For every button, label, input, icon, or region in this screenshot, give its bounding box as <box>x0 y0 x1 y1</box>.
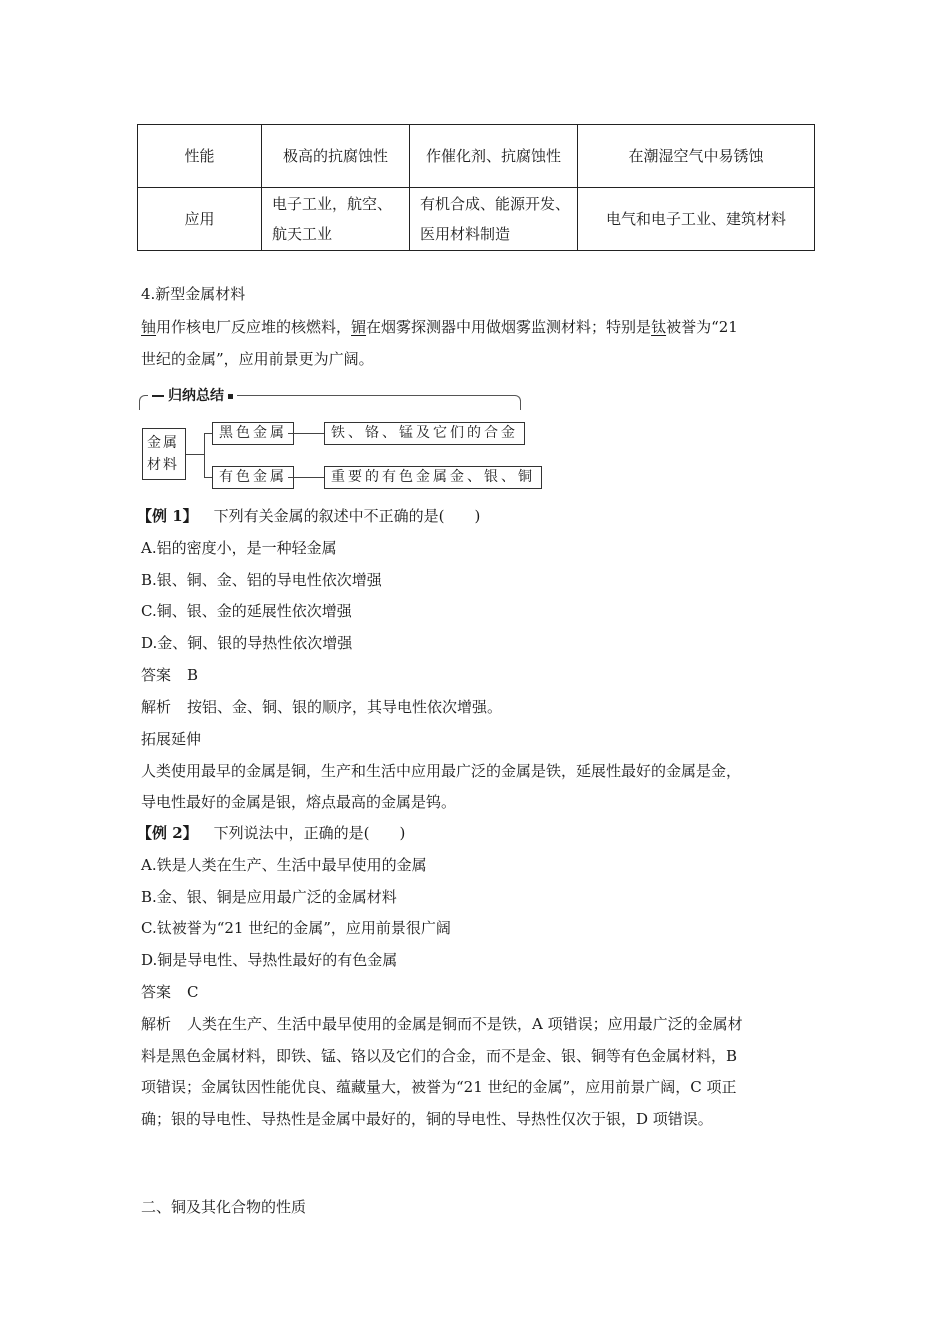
text-span: 在烟雾探测器中用做烟雾监测材料；特别是 <box>366 318 652 336</box>
diagram-branch-box: 有色金属 <box>212 466 294 489</box>
connector <box>204 477 212 478</box>
diagram-root-box: 金属材料 <box>142 428 186 480</box>
analysis-text: 人类在生产、生活中最早使用的金属是铜而不是铁，A 项错误；应用最广泛的金属材 <box>187 1015 743 1033</box>
answer-value: B <box>187 666 199 684</box>
diagram-leaf-box: 重要的有色金属金、银、铜 <box>324 466 542 489</box>
row-label: 应用 <box>138 188 262 251</box>
table-cell: 在潮湿空气中易锈蚀 <box>578 125 815 188</box>
connector <box>288 433 324 434</box>
connector <box>204 433 205 477</box>
answer-label: 答案 <box>141 666 172 684</box>
analysis-label: 解析 <box>141 698 172 716</box>
table-cell: 作催化剂、抗腐蚀性 <box>410 125 578 188</box>
connector <box>288 477 324 478</box>
table-cell: 电气和电子工业、建筑材料 <box>578 188 815 251</box>
text-span: 被誉为“21 <box>666 318 738 336</box>
text-span: 用作核电厂反应堆的核燃料， <box>156 318 352 336</box>
table-cell: 极高的抗腐蚀性 <box>262 125 410 188</box>
analysis <box>141 1014 743 1034</box>
analysis <box>141 697 502 717</box>
row-label: 性能 <box>138 125 262 188</box>
table-cell: 有机合成、能源开发、医用材料制造 <box>410 188 578 251</box>
paragraph-line: 世纪的金属”，应用前景更为广阔。 <box>141 350 374 368</box>
option: C.铜、银、金的延展性依次增强 <box>141 602 352 620</box>
paragraph <box>141 317 738 337</box>
analysis-line: 确；银的导电性、导热性是金属中最好的，铜的导电性、导热性仅次于银，D 项错误。 <box>141 1110 713 1128</box>
table-cell: 电子工业，航空、航天工业 <box>262 188 410 251</box>
answer <box>141 665 198 685</box>
question-text: 下列有关金属的叙述中不正确的是( ) <box>213 507 481 525</box>
table-row <box>138 125 815 188</box>
connector <box>204 433 212 434</box>
example-tag: 【例 2】 <box>137 824 198 842</box>
analysis-line: 料是黑色金属材料，即铁、锰、铬以及它们的合金，而不是金、银、铜等有色金属材料，B <box>141 1047 738 1065</box>
paragraph-line: 人类使用最早的金属是铜，生产和生活中应用最广泛的金属是铁，延展性最好的金属是金， <box>141 762 742 780</box>
answer-label: 答案 <box>141 983 172 1001</box>
summary-title <box>148 386 237 406</box>
section-heading: 4.新型金属材料 <box>141 285 246 303</box>
option: B.银、铜、金、铝的导电性依次增强 <box>141 571 382 589</box>
option: B.金、银、铜是应用最广泛的金属材料 <box>141 888 397 906</box>
square-icon <box>228 394 233 399</box>
question-text: 下列说法中，正确的是( ) <box>213 824 406 842</box>
option: C.钛被誉为“21 世纪的金属”，应用前景很广阔 <box>141 919 451 937</box>
connector <box>186 454 204 455</box>
paragraph-line: 导电性最好的金属是银，熔点最高的金属是钨。 <box>141 793 457 811</box>
example-question <box>137 506 480 526</box>
dash-icon <box>152 395 164 397</box>
diagram-leaf-box: 铁、铬、锰及它们的合金 <box>324 422 525 445</box>
metal-properties-table <box>137 124 815 251</box>
analysis-text: 按铝、金、铜、银的顺序，其导电性依次增强。 <box>187 698 503 716</box>
option: A.铝的密度小，是一种轻金属 <box>141 539 337 557</box>
example-question <box>137 823 405 843</box>
underlined-term: 铀 <box>141 318 157 336</box>
analysis-line: 项错误；金属钛因性能优良、蕴藏量大，被誉为“21 世纪的金属”，应用前景广阔，C 项正 <box>141 1078 737 1096</box>
underlined-term: 镅 <box>351 318 367 336</box>
diagram-branch-box: 黑色金属 <box>212 422 294 445</box>
extension-title: 拓展延伸 <box>141 730 202 748</box>
table-row <box>138 188 815 251</box>
option: A.铁是人类在生产、生活中最早使用的金属 <box>141 856 427 874</box>
option: D.铜是导电性、导热性最好的有色金属 <box>141 951 398 969</box>
example-tag: 【例 1】 <box>137 507 198 525</box>
underlined-term: 钛 <box>651 318 667 336</box>
summary-title-text: 归纳总结 <box>168 388 224 404</box>
answer <box>141 982 199 1002</box>
analysis-label: 解析 <box>141 1015 172 1033</box>
section-heading: 二、铜及其化合物的性质 <box>141 1198 307 1216</box>
option: D.金、铜、银的导热性依次增强 <box>141 634 353 652</box>
answer-value: C <box>187 983 199 1001</box>
